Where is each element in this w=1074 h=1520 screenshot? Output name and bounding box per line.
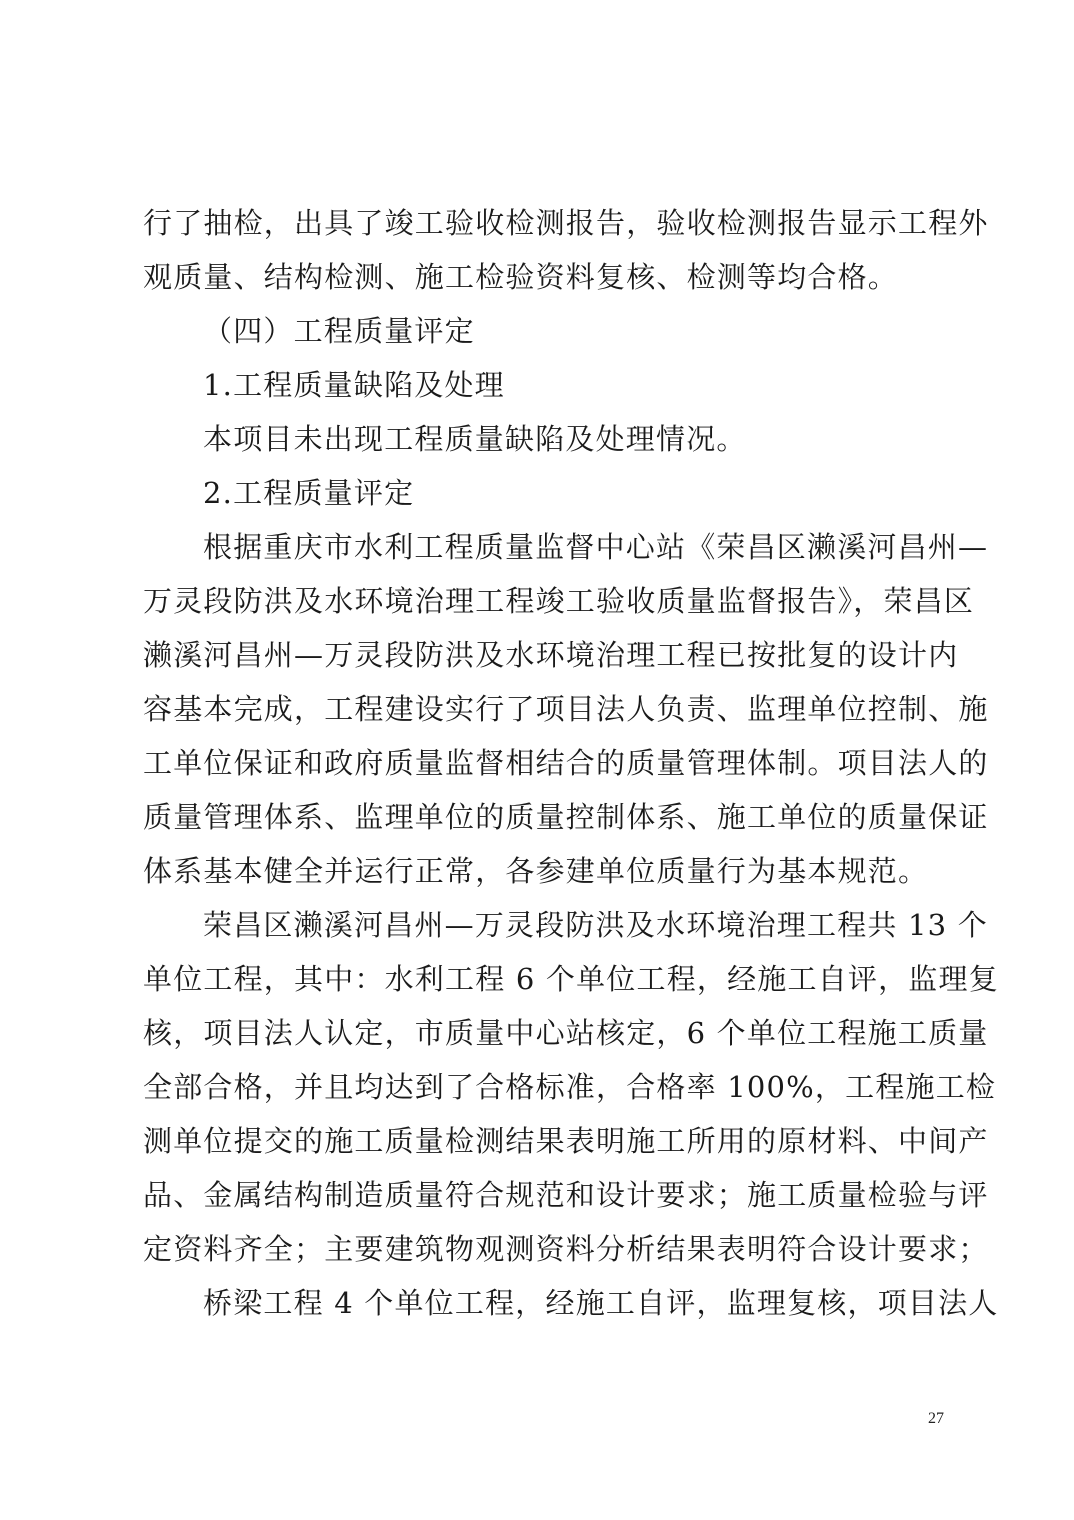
page-number: 27 — [928, 1410, 944, 1427]
text-line: 工单位保证和政府质量监督相结合的质量管理体制。项目法人的 — [143, 746, 989, 780]
subsection-heading: 2.工程质量评定 — [203, 476, 415, 510]
text-line: 定资料齐全；主要建筑物观测资料分析结果表明符合设计要求； — [143, 1232, 989, 1266]
text-line: 本项目未出现工程质量缺陷及处理情况。 — [203, 422, 747, 456]
text-line: 单位工程，其中：水利工程 6 个单位工程，经施工自评，监理复 — [143, 962, 999, 996]
section-heading: （四）工程质量评定 — [203, 314, 475, 348]
body-text — [143, 196, 999, 1330]
text-line: 行了抽检，出具了竣工验收检测报告，验收检测报告显示工程外 — [143, 206, 989, 240]
text-line: 根据重庆市水利工程质量监督中心站《荣昌区濑溪河昌州— — [203, 530, 989, 564]
text-line: 核，项目法人认定，市质量中心站核定，6 个单位工程施工质量 — [143, 1016, 989, 1050]
text-line: 桥梁工程 4 个单位工程，经施工自评，监理复核，项目法人 — [203, 1286, 999, 1320]
text-line: 荣昌区濑溪河昌州—万灵段防洪及水环境治理工程共 13 个 — [203, 908, 988, 942]
text-line: 测单位提交的施工质量检测结果表明施工所用的原材料、中间产 — [143, 1124, 989, 1158]
text-line: 品、金属结构制造质量符合规范和设计要求；施工质量检验与评 — [143, 1178, 989, 1212]
text-line: 观质量、结构检测、施工检验资料复核、检测等均合格。 — [143, 260, 899, 294]
text-line: 濑溪河昌州—万灵段防洪及水环境治理工程已按批复的设计内 — [143, 638, 959, 672]
text-line: 全部合格，并且均达到了合格标准，合格率 100%，工程施工检 — [143, 1070, 997, 1104]
text-line: 体系基本健全并运行正常，各参建单位质量行为基本规范。 — [143, 854, 929, 888]
text-line: 万灵段防洪及水环境治理工程竣工验收质量监督报告》，荣昌区 — [143, 584, 975, 618]
text-line: 质量管理体系、监理单位的质量控制体系、施工单位的质量保证 — [143, 800, 989, 834]
subsection-heading: 1.工程质量缺陷及处理 — [203, 368, 505, 402]
text-line: 容基本完成，工程建设实行了项目法人负责、监理单位控制、施 — [143, 692, 989, 726]
